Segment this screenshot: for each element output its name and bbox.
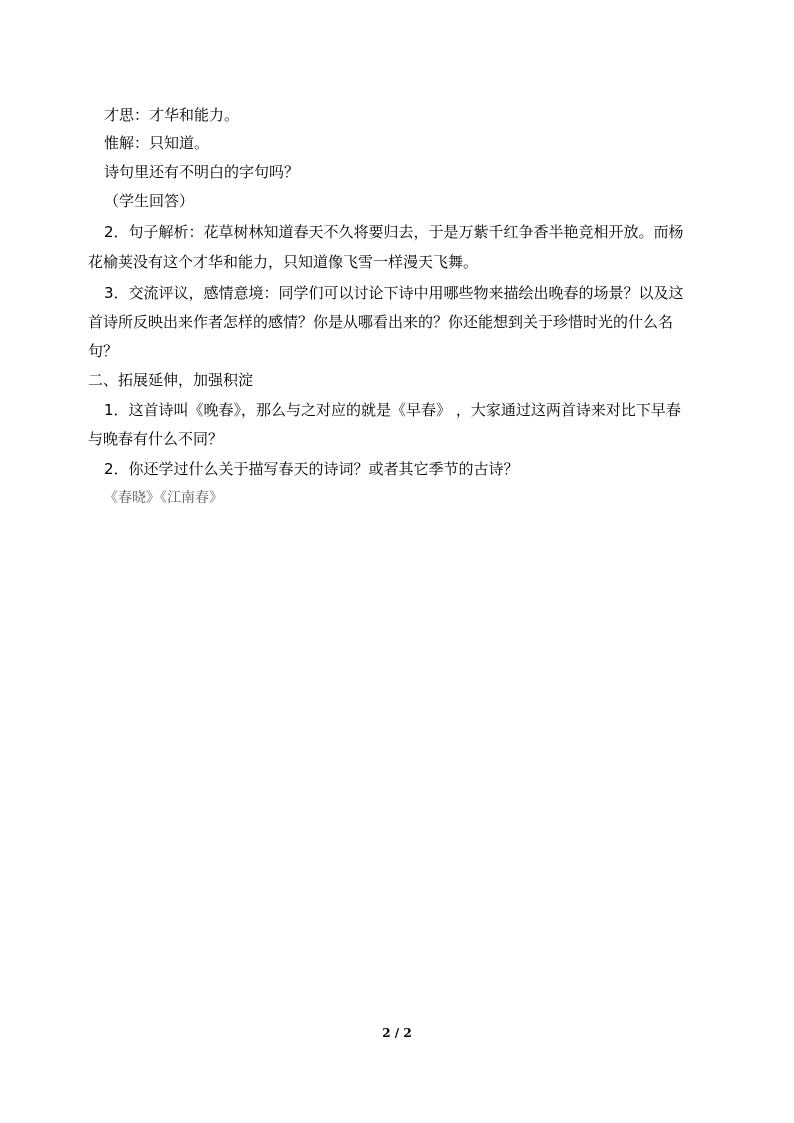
definition-line-weijie: 惟解：只知道。 [104,134,210,152]
discussion-line-3: 句？ [88,342,119,360]
student-answer-note: （学生回答） [104,192,195,210]
poem-examples: 《春晓》《江南春》 [104,490,223,506]
discussion-line-1: 3．交流评议，感情意境：同学们可以讨论下诗中用哪些物来描绘出晚春的场景？以及这 [104,284,684,302]
page-number: 2 / 2 [382,1026,412,1040]
extension-item-1-line-2: 与晚春有什么不同？ [88,430,224,448]
section-heading: 二、拓展延伸，加强积淀 [88,371,254,389]
sentence-analysis-line-1: 2．句子解析：花草树林知道春天不久将要归去，于是万紫千红争香半艳竞相开放。而杨 [104,223,684,241]
discussion-line-2: 首诗所反映出来作者怎样的感情？你是从哪看出来的？你还能想到关于珍惜时光的什么名 [88,313,674,331]
definition-line-caisi: 才思：才华和能力。 [104,106,240,124]
question-line: 诗句里还有不明白的字句吗？ [104,163,300,181]
extension-item-1-line-1: 1．这首诗叫《晚春》，那么与之对应的就是《早春》 ，大家通过这两首诗来对比下早春 [104,401,681,419]
extension-item-2: 2．你还学过什么关于描写春天的诗词？或者其它季节的古诗？ [104,460,519,478]
sentence-analysis-line-2: 花榆荚没有这个才华和能力，只知道像飞雪一样漫天飞舞。 [88,253,479,271]
